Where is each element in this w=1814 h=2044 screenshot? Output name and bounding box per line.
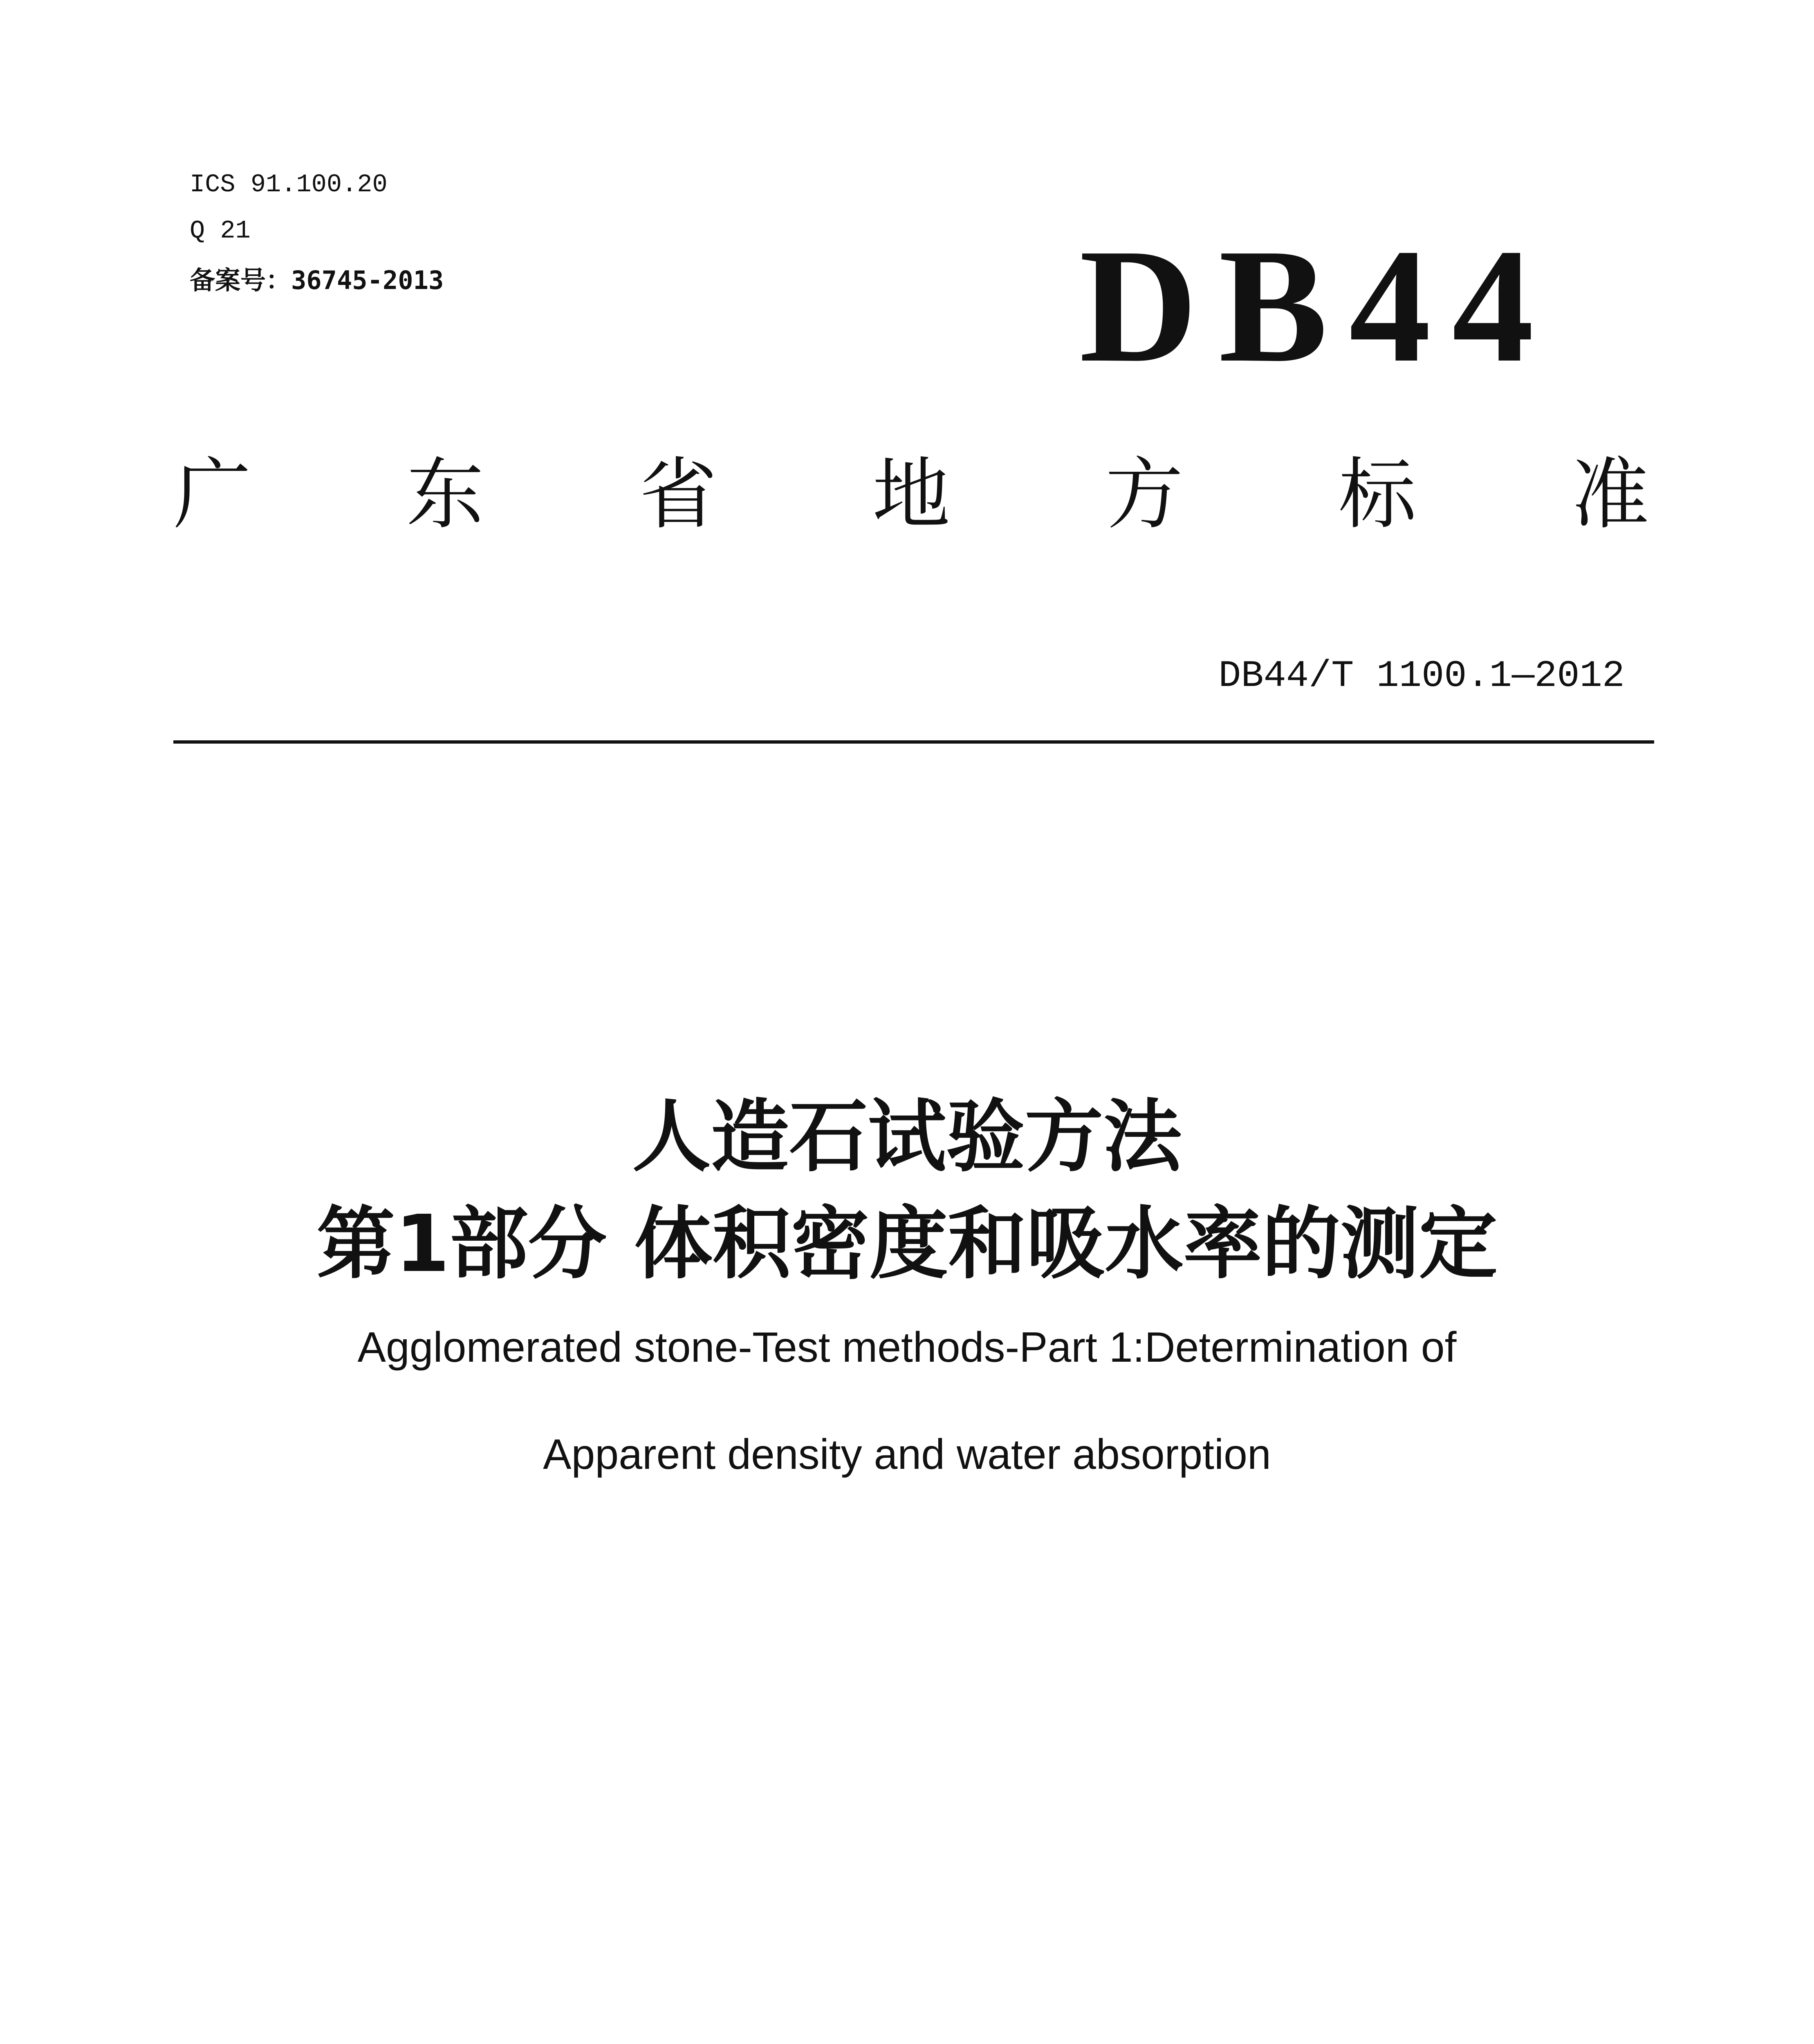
title-english-line-2: Apparent density and water absorption xyxy=(543,1431,1271,1478)
standard-type-char: 标 xyxy=(1338,449,1416,540)
standard-type-char: 准 xyxy=(1571,449,1649,540)
standard-type-char: 方 xyxy=(1105,449,1183,540)
standard-code-logo: DB44 xyxy=(1079,215,1555,396)
title-chinese-line-2: 第1部分 体积密度和吸水率的测定 xyxy=(316,1199,1498,1290)
filing-number: 备案号：36745-2013 xyxy=(190,265,444,295)
top-divider xyxy=(173,740,1654,744)
standard-number: DB44/T 1100.1—2012 xyxy=(1218,654,1625,697)
ics-code: ICS 91.100.20 xyxy=(190,170,388,199)
standard-type-char: 东 xyxy=(406,449,484,540)
standard-type-heading xyxy=(173,449,1649,540)
standard-type-char: 省 xyxy=(639,449,717,540)
standard-type-char: 广 xyxy=(173,449,251,540)
title-chinese-line-1: 人造石试验方法 xyxy=(632,1091,1182,1183)
ccs-code: Q 21 xyxy=(190,216,251,245)
standard-type-char: 地 xyxy=(872,449,950,540)
title-english-line-1: Agglomerated stone-Test methods-Part 1:Determination of xyxy=(357,1324,1457,1371)
